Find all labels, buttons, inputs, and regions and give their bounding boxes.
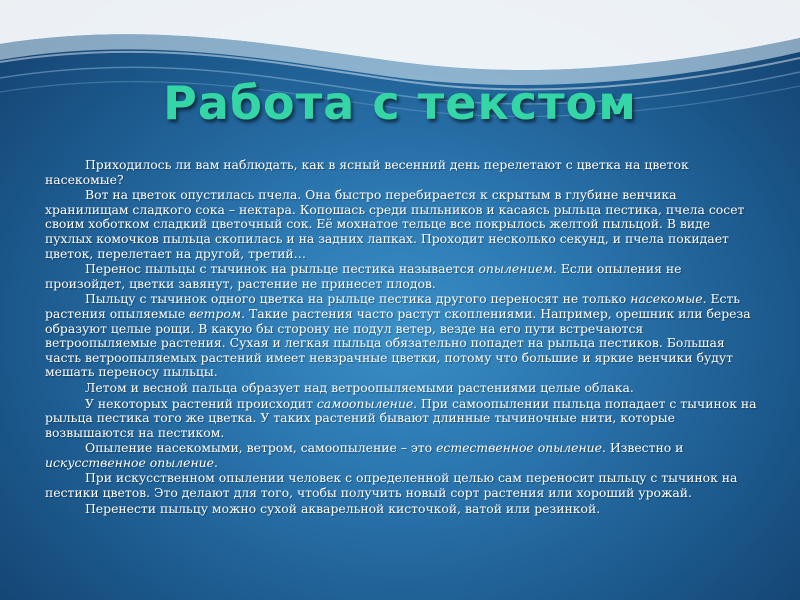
paragraph — [45, 441, 757, 470]
paragraph — [45, 471, 757, 500]
paragraph — [45, 262, 757, 291]
emphasized-term: самоопыление — [316, 395, 414, 411]
paragraph — [45, 158, 757, 187]
emphasized-term: естественное опыление — [436, 440, 602, 456]
paragraph-text: У некоторых растений происходит — [85, 395, 317, 411]
paragraph — [45, 188, 757, 261]
paragraph-text: Если опыления не произойдет, цветки завянут, растение не принесет плодов. — [45, 261, 682, 291]
paragraph-text: При искусственном опылении человек с определенной целью сам переносит пыльцу с тычинок на пестики цветов. Это делают для того, чтобы получить новый сорт растения или хороший урожай. — [45, 470, 738, 501]
emphasized-term: опылением. — [478, 261, 557, 277]
paragraph-text: . Есть растения опыляемые — [45, 291, 741, 321]
emphasized-term: насекомые — [630, 291, 703, 307]
paragraph-text: Летом и весной пальца образует над ветроопыляемыми растениями целые облака. — [85, 379, 634, 395]
slide-title: Работа с текстом — [163, 76, 637, 130]
paragraph-text: . Известно и — [601, 440, 684, 456]
paragraph-text: Перенос пыльцы с тычинок на рыльце пестика называется — [85, 261, 479, 277]
paragraph-text: Перенести пыльцу можно сухой акварельной кисточкой, ватой или резинкой. — [85, 500, 601, 516]
paragraph-text: . При самоопылении пыльца попадает с тычинок на рыльца пестика того же цветка. У таких растений бывают длинные тычиночные нити, которые возвышаются на пестиком. — [45, 395, 757, 440]
paragraph-text: Опыление насекомыми, ветром, самоопыление – это — [85, 440, 437, 456]
paragraph-text: Вот на цветок опустилась пчела. Она быстро перебирается к скрытым в глубине венчика хранилищам сладкого сока – нектара. Копошась среди пыльников и касаясь рыльца пестика, пчела сосет своим хоботком сладкий цветочный сок. Её мохнатое тельце все покрылось желтой пыльцой. В виде пухлых комочков пыльца скопилась и на задних лапках. Проходит несколько секунд, и пчела покидает цветок, перелетает на другой, третий… — [45, 187, 745, 261]
emphasized-term: искусственное опыление. — [45, 454, 218, 470]
paragraph — [45, 381, 757, 396]
emphasized-term: ветром — [189, 305, 242, 321]
paragraph — [45, 397, 757, 441]
paragraph — [45, 502, 757, 517]
paragraph-text: Приходилось ли вам наблюдать, как в ясный весенний день перелетают с цветка на цветок насекомые? — [45, 157, 689, 187]
paragraph — [45, 292, 757, 380]
body-text — [45, 158, 757, 517]
paragraph-text: . Такие растения часто растут скоплениями. Например, орешник или береза образуют целые рощи. В какую бы сторону не подул ветер, везде на его пути встречаются ветроопыляемые растения. Сухая и легкая пыльца обязательно попадет на рыльца пестиков. Большая часть ветроопыляемых растений имеет невзрачные цветки, потому что большие и яркие венчики будут мешать переносу пыльцы. — [45, 305, 751, 380]
paragraph-text: Пыльцу с тычинок одного цветка на рыльце пестика другого переносят не только — [85, 291, 631, 307]
